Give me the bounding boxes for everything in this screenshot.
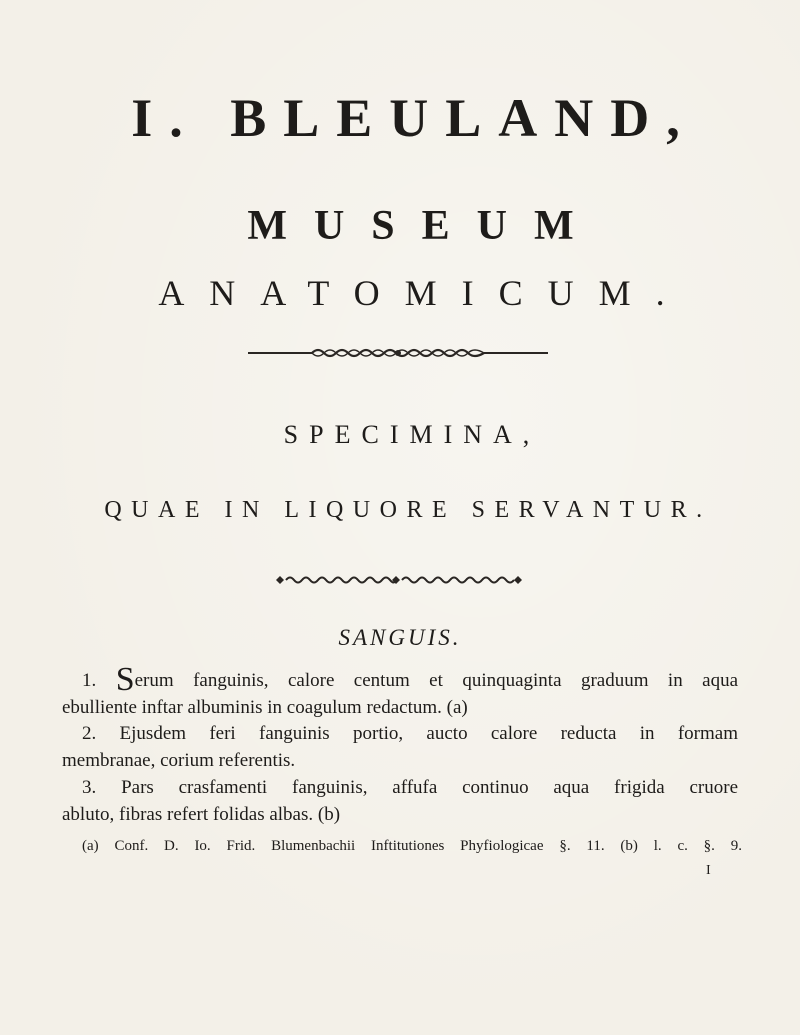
page-number: I: [706, 863, 711, 878]
paragraph-1-text: erum fanguinis, calore centum et quinquaginta graduum in aqua: [134, 670, 738, 691]
paragraph-2-line-2: membranae, corium referentis.: [62, 750, 296, 771]
paragraph-3-line-1: [62, 774, 738, 801]
subtitle-quae-in-liquore: QUAE IN LIQUORE SERVANTUR.: [104, 497, 712, 523]
ornament-rule-top: [248, 346, 548, 360]
paragraph-2-number: 2.: [82, 723, 97, 744]
paragraph-2: [62, 720, 738, 774]
paragraph-1-dropcap: S: [115, 661, 135, 698]
paragraph-3-number: 3.: [82, 777, 97, 798]
paragraph-3-line-2: abluto, fibras refert folidas albas. (b): [62, 804, 341, 825]
ornament-rule-middle: [268, 574, 530, 586]
footnote: (a) Conf. D. Io. Frid. Blumenbachii Inftitutiones Phyfiologicae §. 11. (b) l. c. §. 9.: [82, 838, 742, 854]
paragraph-1-line-2: ebulliente inftar albuminis in coagulum redactum. (a): [62, 697, 468, 718]
section-title-sanguis: SANGUIS.: [338, 625, 462, 650]
paragraph-1-number: 1.: [82, 670, 97, 691]
subtitle-specimina: SPECIMINA,: [283, 420, 541, 449]
title-museum: MUSEUM: [247, 203, 601, 249]
title-anatomicum: ANATOMICUM.: [158, 273, 690, 313]
author-name: I. BLEULAND,: [131, 88, 697, 148]
paragraph-3-text: Pars crasfamenti fanguinis, affufa continuo aqua frigida cruore: [121, 777, 739, 798]
paragraph-1: [62, 661, 738, 721]
paragraph-1-line-1: [62, 661, 738, 698]
paragraph-2-line-1: [62, 720, 738, 747]
paragraph-3: [62, 774, 738, 828]
paragraph-2-text: Ejusdem feri fanguinis portio, aucto calore reducta in formam: [119, 723, 738, 744]
